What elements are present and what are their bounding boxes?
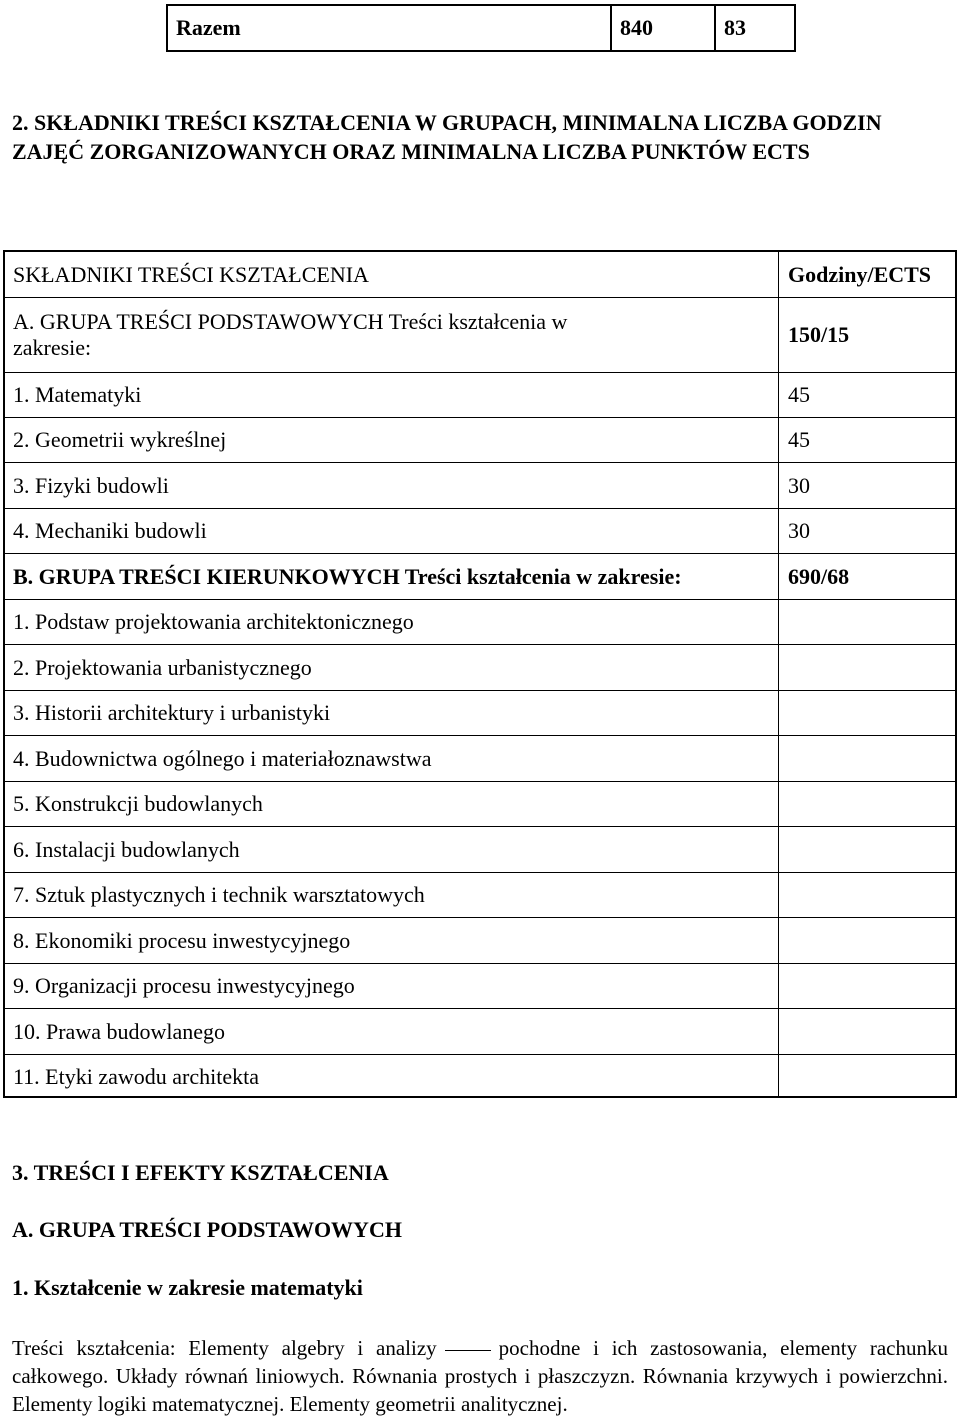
list-item-hours: 45 (788, 427, 810, 452)
summary-ects: 83 (715, 5, 795, 51)
table-divider (3, 297, 957, 298)
section3-subheading: 1. Kształcenie w zakresie matematyki (12, 1275, 363, 1300)
em-dash (445, 1350, 491, 1351)
content-paragraph (12, 1334, 948, 1418)
table-divider (3, 963, 957, 964)
table-divider (3, 417, 957, 418)
group-a-title-line2: zakresie: (13, 335, 92, 360)
table-divider (3, 781, 957, 782)
list-item: 7. Sztuk plastycznych i technik warsztatowych (13, 882, 425, 907)
list-item: 1. Matematyki (13, 382, 142, 407)
table-divider (3, 599, 957, 600)
header-components: SKŁADNIKI TREŚCI KSZTAŁCENIA (13, 262, 369, 287)
list-item: 5. Konstrukcji budowlanych (13, 791, 263, 816)
list-item: 2. Geometrii wykreślnej (13, 427, 227, 452)
list-item: 6. Instalacji budowlanych (13, 837, 240, 862)
table-divider (3, 508, 957, 509)
summary-hours: 840 (611, 5, 715, 51)
table-divider (3, 644, 957, 645)
group-a-title (13, 309, 567, 361)
list-item-hours: 30 (788, 473, 810, 498)
list-item: 4. Budownictwa ogólnego i materiałoznawstwa (13, 746, 432, 771)
table-divider (3, 826, 957, 827)
list-item: 2. Projektowania urbanistycznego (13, 655, 312, 680)
list-item: 9. Organizacji procesu inwestycyjnego (13, 973, 355, 998)
group-a-title-line1: A. GRUPA TREŚCI PODSTAWOWYCH Treści kształcenia w (13, 309, 568, 334)
table-divider (3, 872, 957, 873)
group-b-title: B. GRUPA TREŚCI KIERUNKOWYCH Treści kształcenia w zakresie: (13, 564, 682, 589)
list-item: 4. Mechaniki budowli (13, 518, 207, 543)
paragraph-part1: Treści kształcenia: Elementy algebry i analizy (12, 1336, 437, 1360)
list-item: 3. Historii architektury i urbanistyki (13, 700, 331, 725)
table-divider (3, 462, 957, 463)
group-b-total: 690/68 (788, 564, 850, 589)
summary-row (167, 5, 795, 51)
table-divider (3, 690, 957, 691)
list-item-hours: 30 (788, 518, 810, 543)
header-hours-ects: Godziny/ECTS (788, 262, 932, 287)
table-column-divider (778, 251, 779, 1097)
list-item: 11. Etyki zawodu architekta (13, 1064, 259, 1089)
table-divider (3, 917, 957, 918)
table-divider (3, 1008, 957, 1009)
list-item: 8. Ekonomiki procesu inwestycyjnego (13, 928, 351, 953)
group-a-total: 150/15 (788, 322, 850, 347)
section3-heading: 3. TREŚCI I EFEKTY KSZTAŁCENIA (12, 1160, 389, 1185)
section2-heading: 2. SKŁADNIKI TREŚCI KSZTAŁCENIA W GRUPACH, MINIMALNA LICZBA GODZIN ZAJĘĆ ZORGANIZOWANYCH ORAZ MINIMALNA LICZBA PUNKTÓW ECTS (12, 110, 882, 164)
list-item: 1. Podstaw projektowania architektonicznego (13, 609, 414, 634)
table-divider (3, 1054, 957, 1055)
list-item: 3. Fizyki budowli (13, 473, 169, 498)
summary-label: Razem (167, 5, 611, 51)
table-divider (3, 735, 957, 736)
list-item: 10. Prawa budowlanego (13, 1019, 226, 1044)
list-item-hours: 45 (788, 382, 810, 407)
section3-group-heading: A. GRUPA TREŚCI PODSTAWOWYCH (12, 1217, 402, 1242)
table-divider (3, 553, 957, 554)
table-divider (3, 372, 957, 373)
paragraph-part2: pochodne i ich zastosowania, elementy rachunku całkowego. Układy równań liniowych. Równania prostych i płaszczyzn. Równania krzywych i powierzchni. Elementy logiki matematycznej. Elementy geometrii analitycznej. (12, 1336, 948, 1416)
summary-table (166, 4, 796, 52)
